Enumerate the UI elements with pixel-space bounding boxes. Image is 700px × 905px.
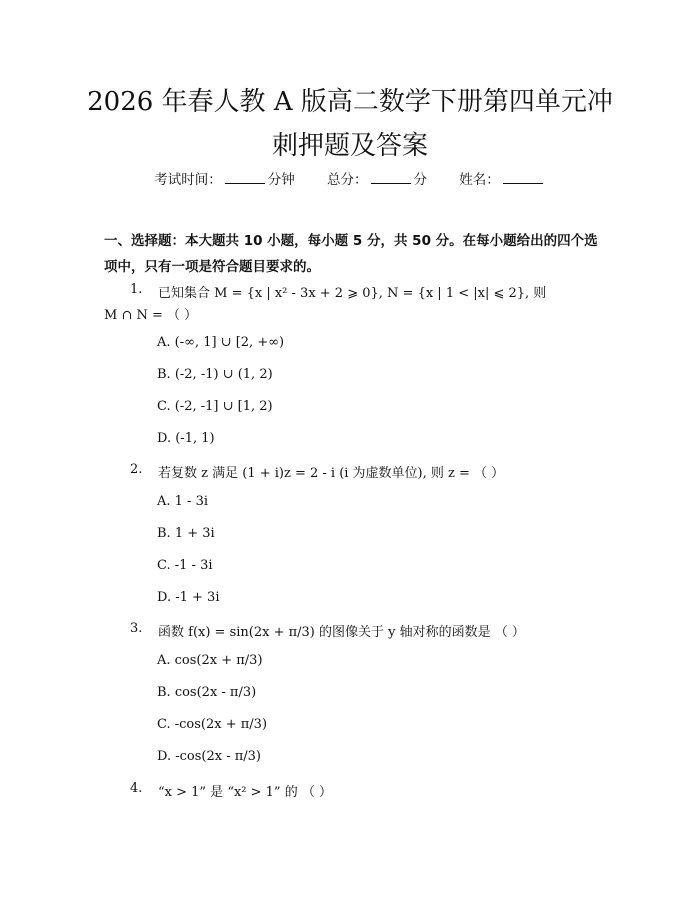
option-a: A. cos(2x + π/3) (157, 653, 263, 668)
option-d: D. (-1, 1) (157, 431, 215, 446)
time-blank (225, 171, 265, 184)
title-line-2: 刺押题及答案 (271, 131, 428, 161)
score-blank (371, 171, 411, 184)
option-c: C. -1 - 3i (157, 558, 213, 573)
option-a: A. (-∞, 1] ∪ [2, +∞) (157, 335, 285, 350)
time-unit: 分钟 (267, 172, 295, 188)
option-b: B. 1 + 3i (157, 526, 215, 541)
exam-name (459, 168, 546, 188)
name-label: 姓名： (459, 172, 500, 188)
option-b: B. cos(2x - π/3) (157, 685, 257, 700)
question-number: 3. (130, 621, 143, 636)
name-blank (503, 171, 543, 184)
question-text-continued: M ∩ N = （ ） (104, 308, 198, 323)
time-label: 考试时间： (154, 172, 222, 188)
exam-time (154, 168, 295, 188)
option-d: D. -cos(2x - π/3) (157, 749, 261, 764)
page-title (60, 80, 640, 168)
exam-score (327, 168, 427, 188)
question-2 (0, 462, 700, 482)
question-text: 函数 f(x) = sin(2x + π/3) 的图像关于 y 轴对称的函数是 （ ） (158, 625, 525, 640)
question-text: “x > 1” 是 “x² > 1” 的 （ ） (158, 785, 332, 800)
question-number: 2. (130, 462, 143, 477)
score-unit: 分 (413, 172, 427, 188)
question-3 (0, 621, 700, 641)
question-number: 1. (130, 282, 143, 297)
question-1 (0, 282, 700, 322)
option-d: D. -1 + 3i (157, 590, 220, 605)
option-c: C. -cos(2x + π/3) (157, 717, 268, 732)
title-line-1: 2026 年春人教 A 版高二数学下册第四单元冲 (87, 87, 613, 117)
score-label: 总分： (327, 172, 368, 188)
question-text: 已知集合 M = {x | x² - 3x + 2 ⩾ 0}, N = {x | 1 < |x| ⩽ 2}, 则 (158, 286, 547, 301)
exam-meta (0, 168, 700, 188)
question-text: 若复数 z 满足 (1 + i)z = 2 - i (i 为虚数单位), 则 z = （ ） (158, 466, 505, 481)
question-number: 4. (130, 781, 143, 796)
option-a: A. 1 - 3i (157, 494, 209, 509)
option-b: B. (-2, -1) ∪ (1, 2) (157, 367, 273, 382)
question-4 (0, 781, 700, 801)
section-heading: 一、选择题：本大题共 10 小题，每小题 5 分，共 50 分。在每小题给出的四个选项中，只有一项是符合题目要求的。 (104, 233, 598, 275)
option-c: C. (-2, -1] ∪ [1, 2) (157, 399, 273, 414)
